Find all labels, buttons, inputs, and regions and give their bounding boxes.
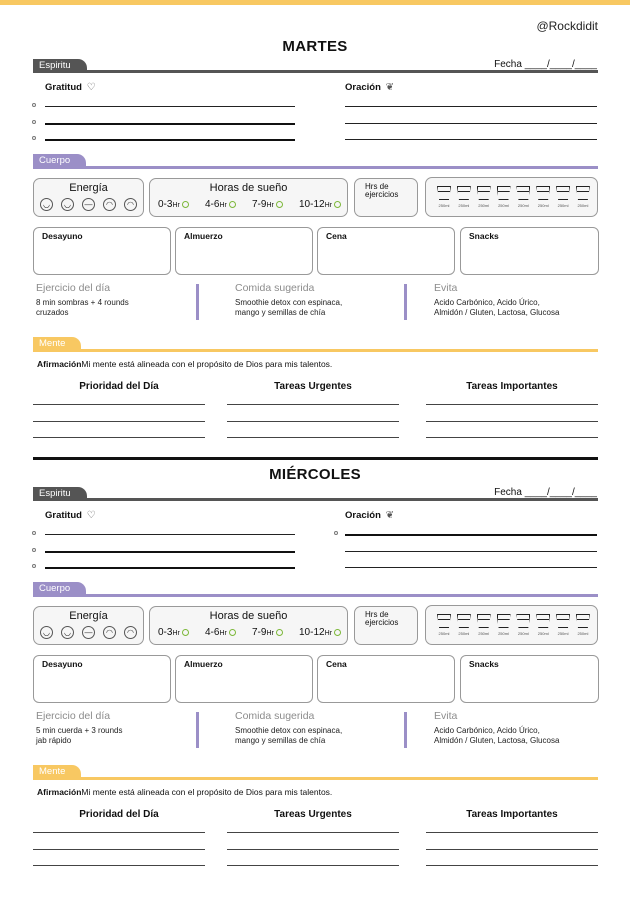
water-glasses bbox=[436, 186, 591, 208]
gratitud-line[interactable] bbox=[45, 106, 295, 107]
meal-box[interactable] bbox=[460, 227, 599, 275]
urgentes-line[interactable] bbox=[227, 404, 399, 405]
sleep-options bbox=[158, 627, 341, 638]
water-glass[interactable] bbox=[476, 186, 492, 208]
water-glass[interactable] bbox=[436, 614, 452, 636]
neutral-face-icon[interactable]: — bbox=[82, 626, 95, 639]
afirmacion-label: Afirmación bbox=[37, 787, 82, 797]
meal-box[interactable] bbox=[317, 227, 455, 275]
fecha-field[interactable]: Fecha ____/____/____ bbox=[494, 59, 597, 70]
glass-volume: 250ml bbox=[577, 203, 589, 208]
prioridad-line[interactable] bbox=[33, 849, 205, 850]
ejercicio-text: 8 min sombras + 4 rounds cruzados bbox=[36, 298, 129, 317]
sleep-option-unit: Hr bbox=[324, 630, 332, 637]
water-box bbox=[425, 605, 598, 645]
water-glass[interactable] bbox=[456, 186, 472, 208]
radio-circle-icon[interactable] bbox=[229, 629, 236, 636]
gratitud-bullet bbox=[32, 103, 36, 107]
water-glasses bbox=[436, 614, 591, 636]
gratitud-line[interactable] bbox=[45, 534, 295, 535]
cuerpo-tab: Cuerpo bbox=[33, 582, 86, 595]
glass-volume: 250ml bbox=[537, 631, 549, 636]
glass-volume: 250ml bbox=[577, 631, 589, 636]
glass-icon bbox=[556, 186, 570, 200]
glass-volume: 250ml bbox=[537, 203, 549, 208]
prioridad-title: Prioridad del Día bbox=[79, 381, 159, 392]
sleep-option-unit: Hr bbox=[172, 630, 180, 637]
radio-circle-icon[interactable] bbox=[229, 201, 236, 208]
energy-faces bbox=[40, 198, 137, 211]
oracion-line[interactable] bbox=[345, 551, 597, 552]
water-glass[interactable] bbox=[436, 186, 452, 208]
espiritu-bar bbox=[33, 498, 598, 501]
very-happy-face-icon[interactable]: ◡ bbox=[40, 198, 53, 211]
glass-icon bbox=[516, 614, 530, 628]
radio-circle-icon[interactable] bbox=[276, 201, 283, 208]
importantes-line[interactable] bbox=[426, 437, 598, 438]
afirmacion-row bbox=[37, 787, 332, 797]
importantes-title: Tareas Importantes bbox=[466, 381, 558, 392]
oracion-line[interactable] bbox=[345, 139, 597, 140]
sad-face-icon[interactable]: ◠ bbox=[103, 626, 116, 639]
hrs-ejercicio-label: Hrs de ejercicios bbox=[365, 610, 399, 627]
sleep-option-range: 4-6 bbox=[205, 199, 220, 210]
glass-volume: 250ml bbox=[478, 203, 490, 208]
hrs-ejercicio-label: Hrs de ejercicios bbox=[365, 182, 399, 199]
sleep-option[interactable] bbox=[158, 627, 189, 638]
sleep-option-range: 7-9 bbox=[252, 627, 267, 638]
glass-icon bbox=[576, 614, 590, 628]
water-glass[interactable] bbox=[555, 614, 571, 636]
mente-bar bbox=[33, 777, 598, 780]
glass-icon bbox=[477, 614, 491, 628]
horas-sueno-label: Horas de sueño bbox=[209, 610, 288, 622]
energia-box bbox=[33, 178, 144, 217]
sleep-option-range: 10-12 bbox=[299, 627, 325, 638]
meal-label: Cena bbox=[326, 659, 347, 669]
cuerpo-tab: Cuerpo bbox=[33, 154, 86, 167]
gratitud-line[interactable] bbox=[45, 551, 295, 553]
evita-text: Acido Carbónico, Acido Úrico, Almidón / Gluten, Lactosa, Glucosa bbox=[434, 298, 560, 317]
glass-icon bbox=[457, 614, 471, 628]
prioridad-line[interactable] bbox=[33, 832, 205, 833]
fecha-field[interactable]: Fecha ____/____/____ bbox=[494, 487, 597, 498]
glass-volume: 250ml bbox=[438, 631, 450, 636]
gratitud-text: Gratitud bbox=[45, 82, 82, 93]
gratitud-line[interactable] bbox=[45, 123, 295, 125]
evita-text: Acido Carbónico, Acido Úrico, Almidón / Gluten, Lactosa, Glucosa bbox=[434, 726, 560, 745]
cuerpo-bar bbox=[33, 166, 598, 169]
glass-volume: 250ml bbox=[557, 203, 569, 208]
gratitud-text: Gratitud bbox=[45, 510, 82, 521]
meal-label: Snacks bbox=[469, 231, 499, 241]
horas-sueno-label: Horas de sueño bbox=[209, 182, 288, 194]
glass-icon bbox=[516, 186, 530, 200]
horas-sueno-box bbox=[149, 178, 348, 217]
water-glass[interactable] bbox=[535, 186, 551, 208]
urgentes-line[interactable] bbox=[227, 437, 399, 438]
glass-icon bbox=[457, 186, 471, 200]
water-box bbox=[425, 177, 598, 217]
urgentes-line[interactable] bbox=[227, 832, 399, 833]
sleep-option-unit: Hr bbox=[172, 202, 180, 209]
glass-icon bbox=[497, 186, 511, 200]
mente-bar bbox=[33, 349, 598, 352]
espiritu-tab: Espiritu bbox=[33, 487, 87, 500]
glass-icon bbox=[497, 614, 511, 628]
importantes-line[interactable] bbox=[426, 849, 598, 850]
importantes-line[interactable] bbox=[426, 832, 598, 833]
glass-icon bbox=[536, 614, 550, 628]
gratitud-line[interactable] bbox=[45, 567, 295, 569]
sleep-option[interactable] bbox=[205, 199, 236, 210]
glass-icon bbox=[576, 186, 590, 200]
top-accent-bar bbox=[0, 0, 630, 5]
comida-text: Smoothie detox con espinaca, mango y semillas de chía bbox=[235, 298, 343, 317]
sleep-option-range: 0-3 bbox=[158, 199, 173, 210]
hrs-ejercicio-box[interactable] bbox=[354, 606, 418, 645]
prioridad-line[interactable] bbox=[33, 865, 205, 866]
glass-volume: 250ml bbox=[458, 631, 470, 636]
afirmacion-text: Mi mente está alineada con el propósito de Dios para mis talentos. bbox=[81, 359, 333, 369]
sleep-option[interactable] bbox=[252, 199, 283, 210]
horas-sueno-box bbox=[149, 606, 348, 645]
divider bbox=[404, 712, 407, 748]
importantes-title: Tareas Importantes bbox=[466, 809, 558, 820]
meal-label: Desayuno bbox=[42, 231, 83, 241]
sleep-option-unit: Hr bbox=[219, 202, 227, 209]
gratitud-bullet bbox=[32, 120, 36, 124]
water-glass[interactable] bbox=[575, 614, 591, 636]
afirmacion-label: Afirmación bbox=[37, 359, 82, 369]
prioridad-title: Prioridad del Día bbox=[79, 809, 159, 820]
heart-hand-icon: ♡ bbox=[83, 82, 96, 93]
water-glass[interactable] bbox=[476, 614, 492, 636]
sleep-option[interactable] bbox=[158, 199, 189, 210]
gratitud-bullet bbox=[32, 548, 36, 552]
mente-tab: Mente bbox=[33, 765, 81, 778]
neutral-face-icon[interactable]: — bbox=[82, 198, 95, 211]
meals-row bbox=[0, 227, 630, 277]
divider bbox=[196, 284, 199, 320]
gratitud-label bbox=[45, 510, 96, 521]
radio-circle-icon[interactable] bbox=[182, 201, 189, 208]
evita-title: Evita bbox=[434, 710, 458, 722]
urgentes-line[interactable] bbox=[227, 865, 399, 866]
meal-label: Almuerzo bbox=[184, 659, 223, 669]
oracion-line[interactable] bbox=[345, 123, 597, 124]
afirmacion-row bbox=[37, 359, 332, 369]
glass-volume: 250ml bbox=[498, 631, 509, 636]
day-section bbox=[0, 38, 630, 478]
oracion-label bbox=[345, 82, 394, 93]
gratitud-label bbox=[45, 82, 96, 93]
glass-volume: 250ml bbox=[517, 203, 529, 208]
water-glass[interactable] bbox=[515, 186, 531, 208]
sleep-option[interactable] bbox=[299, 199, 341, 210]
comida-title: Comida sugerida bbox=[235, 282, 315, 294]
gratitud-line[interactable] bbox=[45, 139, 295, 141]
comida-text: Smoothie detox con espinaca, mango y semillas de chía bbox=[235, 726, 343, 745]
glass-icon bbox=[556, 614, 570, 628]
sleep-option-unit: Hr bbox=[324, 202, 332, 209]
meal-box[interactable] bbox=[175, 227, 313, 275]
very-sad-face-icon[interactable]: ◠ bbox=[124, 198, 137, 211]
gratitud-bullet bbox=[32, 564, 36, 568]
mente-tab: Mente bbox=[33, 337, 81, 350]
meal-box[interactable] bbox=[175, 655, 313, 703]
afirmacion-text: Mi mente está alineada con el propósito de Dios para mis talentos. bbox=[81, 787, 333, 797]
prioridad-line[interactable] bbox=[33, 437, 205, 438]
cuerpo-bar bbox=[33, 594, 598, 597]
meal-label: Cena bbox=[326, 231, 347, 241]
water-glass[interactable] bbox=[496, 186, 512, 208]
meal-box[interactable] bbox=[33, 227, 171, 275]
praying-hands-icon: ❦ bbox=[382, 510, 395, 521]
divider bbox=[404, 284, 407, 320]
glass-volume: 250ml bbox=[517, 631, 529, 636]
very-happy-face-icon[interactable]: ◡ bbox=[40, 626, 53, 639]
energia-box bbox=[33, 606, 144, 645]
meal-label: Snacks bbox=[469, 659, 499, 669]
espiritu-bar bbox=[33, 70, 598, 73]
oracion-text: Oración bbox=[345, 82, 381, 93]
meal-box[interactable] bbox=[460, 655, 599, 703]
prioridad-line[interactable] bbox=[33, 404, 205, 405]
meal-box[interactable] bbox=[317, 655, 455, 703]
radio-circle-icon[interactable] bbox=[276, 629, 283, 636]
sleep-option-range: 4-6 bbox=[205, 627, 220, 638]
glass-volume: 250ml bbox=[478, 631, 490, 636]
ejercicio-title: Ejercicio del día bbox=[36, 710, 111, 722]
urgentes-title: Tareas Urgentes bbox=[274, 809, 352, 820]
radio-circle-icon[interactable] bbox=[334, 201, 341, 208]
importantes-line[interactable] bbox=[426, 404, 598, 405]
glass-volume: 250ml bbox=[498, 203, 509, 208]
sleep-option-unit: Hr bbox=[266, 202, 274, 209]
sleep-option[interactable] bbox=[205, 627, 236, 638]
urgentes-title: Tareas Urgentes bbox=[274, 381, 352, 392]
meal-label: Desayuno bbox=[42, 659, 83, 669]
sleep-option[interactable] bbox=[252, 627, 283, 638]
author-handle: @Rockdidit bbox=[536, 19, 598, 33]
espiritu-tab: Espiritu bbox=[33, 59, 87, 72]
oracion-line[interactable] bbox=[345, 567, 597, 568]
urgentes-line[interactable] bbox=[227, 849, 399, 850]
energia-label: Energía bbox=[69, 182, 108, 194]
glass-volume: 250ml bbox=[458, 203, 470, 208]
very-sad-face-icon[interactable]: ◠ bbox=[124, 626, 137, 639]
sad-face-icon[interactable]: ◠ bbox=[103, 198, 116, 211]
radio-circle-icon[interactable] bbox=[182, 629, 189, 636]
glass-icon bbox=[437, 186, 451, 200]
happy-face-icon[interactable]: ◡ bbox=[61, 198, 74, 211]
comida-title: Comida sugerida bbox=[235, 710, 315, 722]
sleep-option-range: 10-12 bbox=[299, 199, 325, 210]
day-title: MARTES bbox=[282, 38, 348, 55]
sleep-options bbox=[158, 199, 341, 210]
energy-faces bbox=[40, 626, 137, 639]
ejercicio-text: 5 min cuerda + 3 rounds jab rápido bbox=[36, 726, 123, 745]
prioridad-line[interactable] bbox=[33, 421, 205, 422]
gratitud-bullet bbox=[32, 136, 36, 140]
meal-box[interactable] bbox=[33, 655, 171, 703]
day-title: MIÉRCOLES bbox=[269, 466, 361, 483]
day-section bbox=[0, 466, 630, 900]
ejercicio-title: Ejercicio del día bbox=[36, 282, 111, 294]
water-glass[interactable] bbox=[515, 614, 531, 636]
oracion-line[interactable] bbox=[345, 106, 597, 107]
sleep-option-unit: Hr bbox=[219, 630, 227, 637]
sleep-option-range: 7-9 bbox=[252, 199, 267, 210]
importantes-line[interactable] bbox=[426, 421, 598, 422]
urgentes-line[interactable] bbox=[227, 421, 399, 422]
divider bbox=[196, 712, 199, 748]
energia-label: Energía bbox=[69, 610, 108, 622]
heart-hand-icon: ♡ bbox=[83, 510, 96, 521]
meals-row bbox=[0, 655, 630, 705]
meal-label: Almuerzo bbox=[184, 231, 223, 241]
water-glass[interactable] bbox=[535, 614, 551, 636]
hrs-ejercicio-box[interactable] bbox=[354, 178, 418, 217]
oracion-label bbox=[345, 510, 394, 521]
gratitud-bullet bbox=[32, 531, 36, 535]
glass-icon bbox=[437, 614, 451, 628]
happy-face-icon[interactable]: ◡ bbox=[61, 626, 74, 639]
praying-hands-icon: ❦ bbox=[382, 82, 395, 93]
glass-icon bbox=[536, 186, 550, 200]
water-glass[interactable] bbox=[555, 186, 571, 208]
glass-volume: 250ml bbox=[438, 203, 450, 208]
water-glass[interactable] bbox=[575, 186, 591, 208]
radio-circle-icon[interactable] bbox=[334, 629, 341, 636]
water-glass[interactable] bbox=[496, 614, 512, 636]
oracion-text: Oración bbox=[345, 510, 381, 521]
sleep-option[interactable] bbox=[299, 627, 341, 638]
glass-volume: 250ml bbox=[557, 631, 569, 636]
importantes-line[interactable] bbox=[426, 865, 598, 866]
oracion-line[interactable] bbox=[345, 534, 597, 536]
water-glass[interactable] bbox=[456, 614, 472, 636]
sleep-option-unit: Hr bbox=[266, 630, 274, 637]
sleep-option-range: 0-3 bbox=[158, 627, 173, 638]
evita-title: Evita bbox=[434, 282, 458, 294]
oracion-bullet bbox=[334, 531, 338, 535]
glass-icon bbox=[477, 186, 491, 200]
